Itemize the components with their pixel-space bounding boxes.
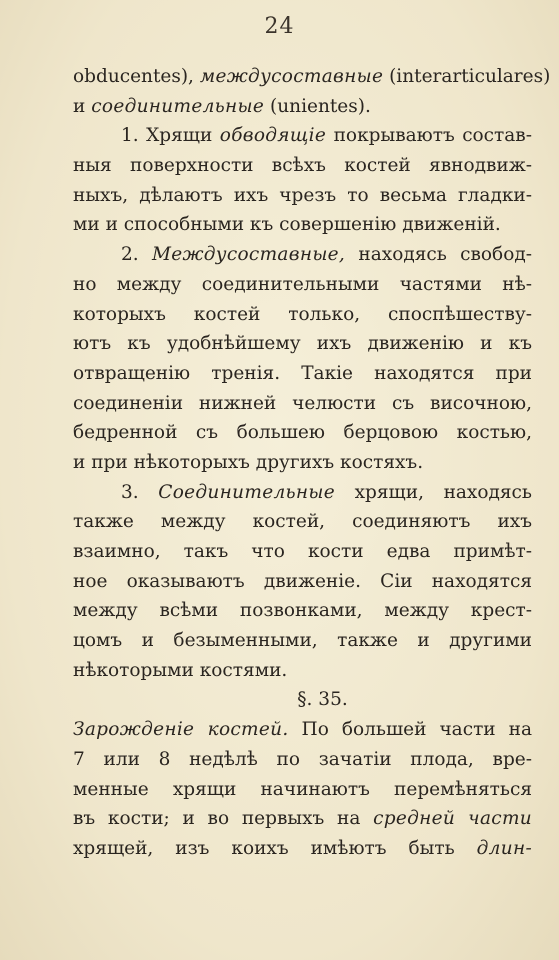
text-segment: находясь свобод-	[345, 244, 532, 266]
text-segment: ныхъ, дѣлаютъ ихъ чрезъ то весьма гладки-	[73, 184, 532, 206]
italic-term: длин-	[476, 837, 532, 859]
italic-term: соединительные	[91, 95, 265, 117]
text-segment: 7 или 8 недѣлѣ по зачатіи плода, вре-	[73, 748, 532, 770]
text-segment: По большей части на	[288, 719, 533, 741]
text-segment: цомъ и безыменными, также и другими	[73, 630, 532, 652]
text-line	[73, 656, 532, 686]
text-line	[73, 210, 532, 240]
text-line	[73, 62, 551, 92]
text-line	[73, 270, 532, 300]
text-segment: и	[73, 95, 92, 117]
text-line	[73, 181, 532, 211]
text-segment: бедренной съ большею берцовою костью,	[73, 422, 532, 444]
text-line	[73, 151, 532, 181]
text-segment: 3.	[121, 481, 159, 503]
italic-term: междусоставные	[199, 66, 384, 87]
text-segment: нѣкоторыми костями.	[73, 659, 288, 681]
text-segment: ми и способными къ совершенію движеній.	[73, 214, 501, 236]
text-line	[73, 448, 532, 478]
text-line	[73, 596, 532, 626]
text-line	[73, 804, 532, 834]
text-line	[73, 567, 532, 597]
text-line	[73, 715, 532, 745]
text-line	[73, 626, 532, 656]
text-segment: ютъ къ удобнѣйшему ихъ движенію и къ	[73, 333, 532, 355]
text-line	[73, 745, 532, 775]
text-segment: (unientes).	[264, 95, 371, 117]
text-segment: но между соединительными частями нѣ-	[73, 273, 532, 295]
text-segment: менные хрящи начинаютъ перемѣняться	[73, 778, 532, 800]
text-segment: хрящей, изъ коихъ имѣютъ быть	[73, 837, 477, 859]
page-text	[73, 62, 551, 864]
text-segment: obducentes),	[73, 66, 200, 87]
text-line	[73, 329, 532, 359]
text-segment: хрящи, находясь	[335, 481, 532, 503]
text-segment: 2.	[121, 244, 152, 266]
text-segment: ныя поверхности всѣхъ костей явнодвиж-	[73, 155, 532, 177]
text-segment: взаимно, такъ что кости едва примѣт-	[73, 541, 532, 562]
page-number: 24	[264, 14, 295, 39]
text-line	[73, 507, 532, 537]
text-line	[73, 359, 532, 389]
text-segment: также между костей, соединяютъ ихъ	[73, 511, 532, 533]
text-segment: которыхъ костей только, споспѣшеству-	[73, 303, 532, 325]
text-line	[73, 775, 532, 805]
text-segment: §. 35.	[297, 689, 348, 711]
text-segment: соединеніи нижней челюсти съ височною,	[73, 392, 532, 414]
italic-term: Соединительные	[158, 481, 335, 503]
italic-term: Зарожденіе костей.	[73, 719, 289, 741]
text-segment: и при нѣкоторыхъ другихъ костяхъ.	[73, 451, 424, 473]
text-segment: (interarticulares)	[383, 66, 551, 87]
italic-term: средней части	[373, 808, 532, 830]
text-line	[73, 389, 532, 419]
text-segment: покрываютъ состав-	[326, 125, 532, 147]
text-segment: ное оказываютъ движеніе. Сіи находятся	[73, 570, 532, 592]
text-segment: отвращенію тренія. Такіе находятся при	[73, 362, 532, 384]
text-line	[73, 478, 532, 508]
text-segment: въ кости; и во первыхъ на	[73, 808, 374, 830]
text-segment: 1. Хрящи	[121, 125, 220, 147]
text-line	[73, 834, 532, 864]
text-line	[73, 418, 532, 448]
text-line	[73, 240, 532, 270]
italic-term: Междусоставные,	[151, 244, 346, 266]
italic-term: обводящіе	[219, 125, 327, 147]
text-line	[73, 537, 532, 567]
text-segment: между всѣми позвонками, между крест-	[73, 600, 532, 622]
section-heading	[73, 685, 532, 715]
text-line	[73, 300, 532, 330]
text-line	[73, 92, 532, 122]
text-line	[73, 121, 532, 151]
